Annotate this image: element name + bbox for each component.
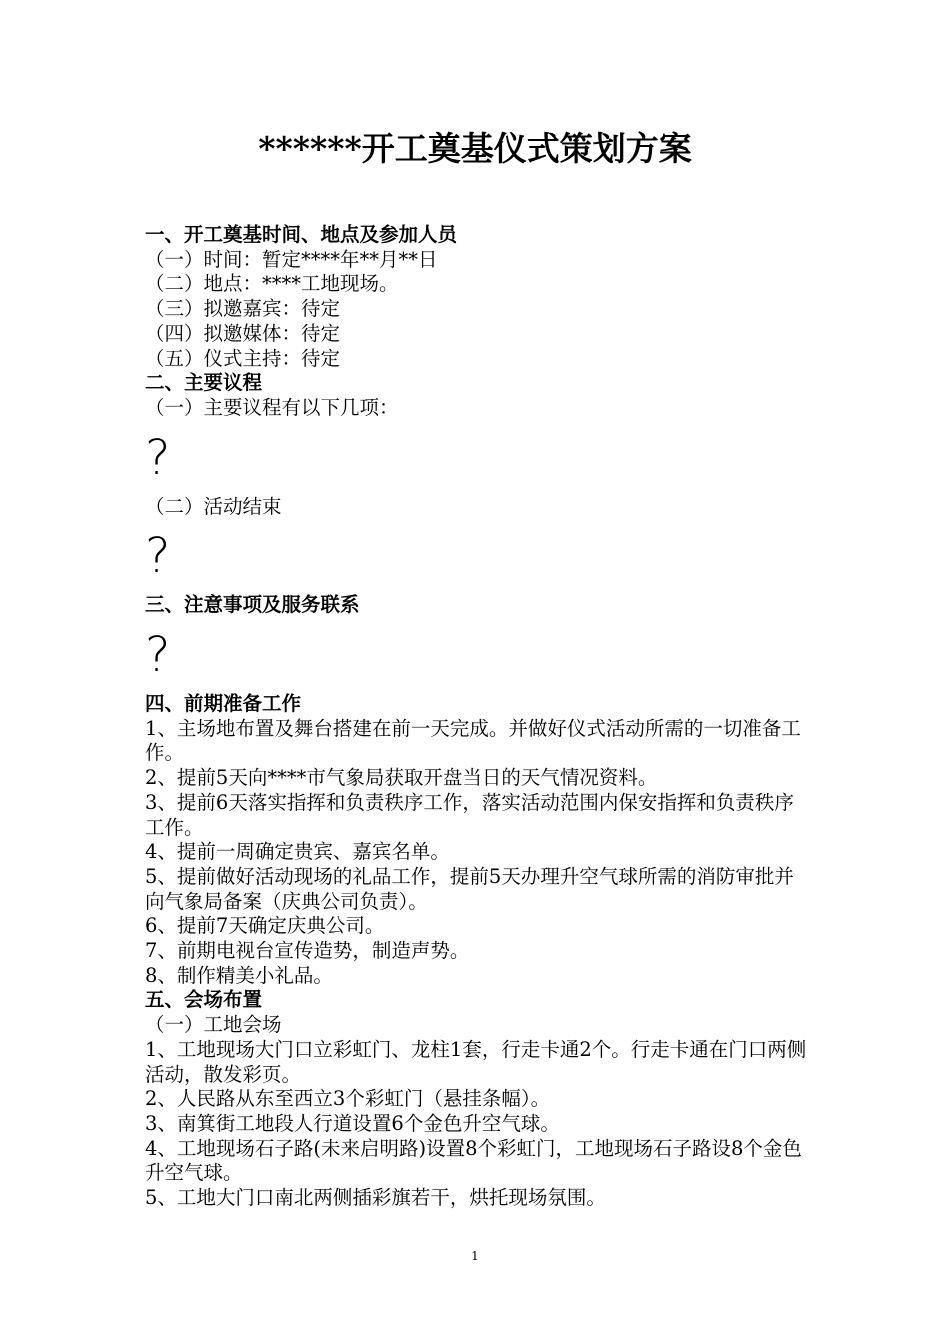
section-3-heading: 三、注意事项及服务联系 [145,593,360,617]
section-4-heading: 四、前期准备工作 [145,692,302,716]
missing-glyph-icon: ? [145,627,171,684]
missing-glyph-icon: ? [145,429,171,486]
section-4-item: 5、提前做好活动现场的礼品工作，提前5天办理升空气球所需的消防审批并向气象局备案（庆典公司负责）。 [145,864,794,913]
section-1-item: （三）拟邀嘉宾：待定 [145,297,341,321]
section-2-heading: 二、主要议程 [145,371,263,395]
section-4-item: 1、主场地布置及舞台搭建在前一天完成。并做好仪式活动所需的一切准备工作。 [145,716,801,765]
section-4-item: 8、制作精美小礼品。 [145,963,333,987]
section-5-item: 5、工地大门口南北两侧插彩旗若干，烘托现场氛围。 [145,1186,606,1210]
page-number: 1 [471,1249,479,1263]
section-5-item: 3、南箕街工地段人行道设置6个金色升空气球。 [145,1111,560,1135]
section-1-item: （二）地点：****工地现场。 [145,272,399,296]
document-title: ******开工奠基仪式策划方案 [258,129,692,168]
section-4-item: 4、提前一周确定贵宾、嘉宾名单。 [145,840,450,864]
section-5-item: 2、人民路从东至西立3个彩虹门（悬挂条幅）。 [145,1087,551,1111]
section-2-item: （一）主要议程有以下几项： [145,395,399,419]
section-1-item: （一）时间：暂定****年**月**日 [145,247,438,271]
section-1-item: （四）拟邀媒体：待定 [145,321,341,345]
section-1-heading: 一、开工奠基时间、地点及参加人员 [145,223,458,246]
section-2-item: （二）活动结束 [145,494,282,518]
document-body [145,223,810,1211]
section-5-subheading: （一）工地会场 [145,1013,282,1037]
section-4-item: 7、前期电视台宣传造势，制造声势。 [145,939,470,963]
section-5-heading: 五、会场布置 [145,988,263,1012]
section-1-item: （五）仪式主持：待定 [145,346,341,370]
missing-glyph-icon: ? [145,528,171,585]
section-5-item: 1、工地现场大门口立彩虹门、龙柱1套，行走卡通2个。行走卡通在门口两侧活动，散发彩页。 [145,1037,807,1086]
section-4-item: 6、提前7天确定庆典公司。 [145,914,385,938]
section-5-item: 4、工地现场石子路(未来启明路)设置8个彩虹门，工地现场石子路设8个金色升空气球。 [145,1136,802,1185]
section-4-item: 2、提前5天向****市气象局获取开盘当日的天气情况资料。 [145,766,658,790]
section-4-item: 3、提前6天落实指挥和负责秩序工作，落实活动范围内保安指挥和负责秩序工作。 [145,790,794,839]
